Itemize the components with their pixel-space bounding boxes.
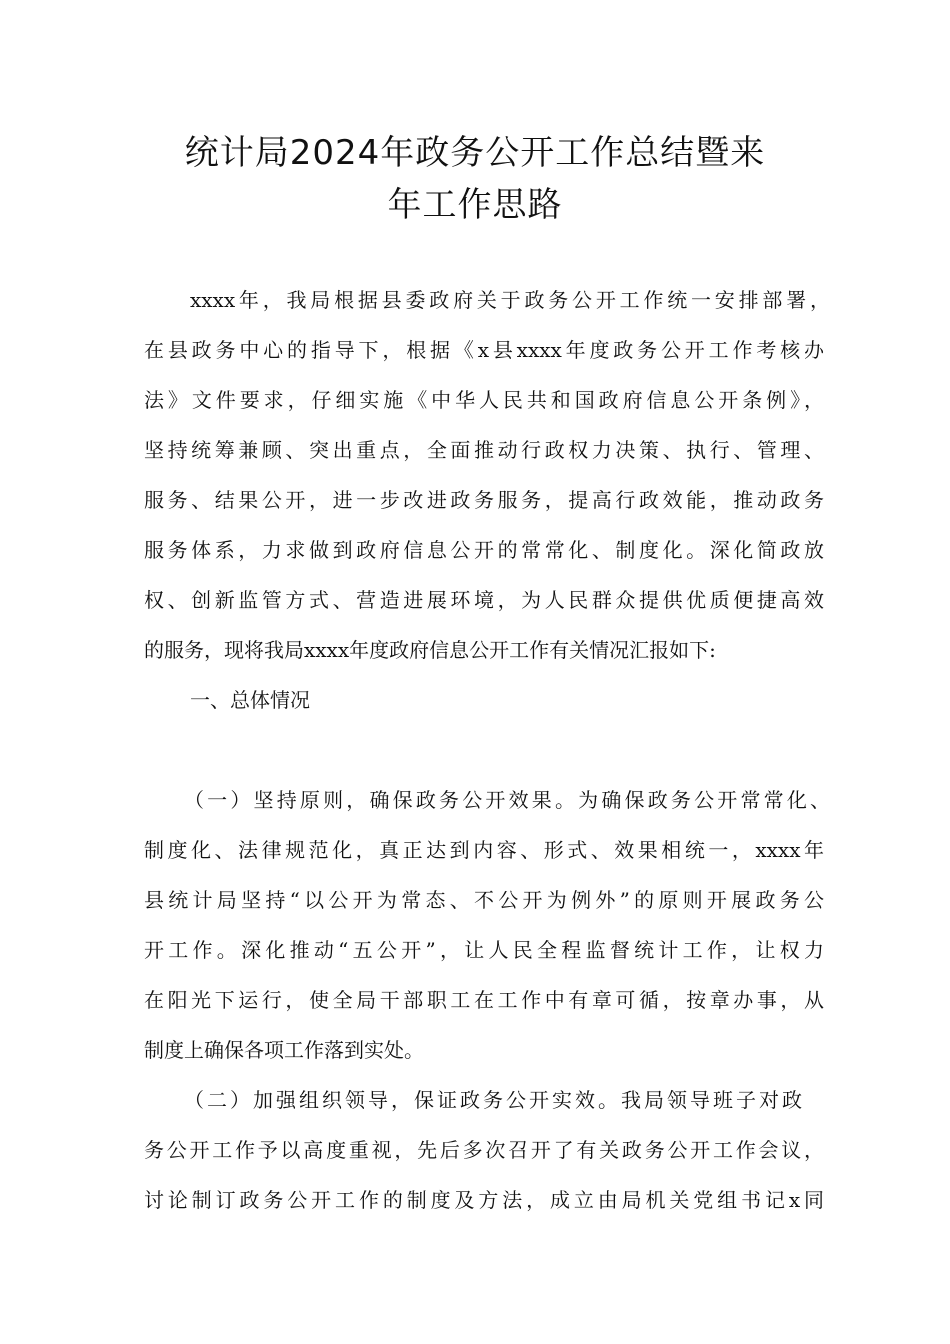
paragraph-line: 在县政务中心的指导下，根据《x县xxxx年度政务公开工作考核办 <box>144 338 824 362</box>
paragraph-line: 服务体系，力求做到政府信息公开的常常化、制度化。深化简政放 <box>144 538 824 562</box>
paragraph-line: xxxx年，我局根据县委政府关于政务公开工作统一安排部署， <box>190 288 830 312</box>
paragraph-line: 讨论制订政务公开工作的制度及方法，成立由局机关党组书记x同 <box>144 1188 824 1212</box>
paragraph-line: 法》文件要求，仔细实施《中华人民共和国政府信息公开条例》， <box>144 388 824 412</box>
section-heading: 一、总体情况 <box>190 688 310 712</box>
paragraph-line: 权、创新监管方式、营造进展环境，为人民群众提供优质便捷高效 <box>144 588 824 612</box>
paragraph-line: 县统计局坚持“以公开为常态、不公开为例外”的原则开展政务公 <box>144 888 824 912</box>
document-title-line-2: 年工作思路 <box>387 185 563 225</box>
paragraph-line: 制度化、法律规范化，真正达到内容、形式、效果相统一，xxxx年 <box>144 838 824 862</box>
paragraph-line: 服务、结果公开，进一步改进政务服务，提高行政效能，推动政务 <box>144 488 824 512</box>
paragraph-line: 在阳光下运行，使全局干部职工在工作中有章可循，按章办事，从 <box>144 988 824 1012</box>
document-title-line-1: 统计局2024年政务公开工作总结暨来 <box>184 133 766 173</box>
paragraph-line: 开工作。深化推动“五公开”，让人民全程监督统计工作，让权力 <box>144 938 824 962</box>
paragraph-line: 制度上确保各项工作落到实处。 <box>144 1038 424 1062</box>
paragraph-line: （二）加强组织领导，保证政务公开实效。我局领导班子对政 <box>184 1088 802 1112</box>
paragraph-line: 务公开工作予以高度重视，先后多次召开了有关政务公开工作会议， <box>144 1138 824 1162</box>
paragraph-line: （一）坚持原则，确保政务公开效果。为确保政务公开常常化、 <box>184 788 830 812</box>
paragraph-line: 坚持统筹兼顾、突出重点，全面推动行政权力决策、执行、管理、 <box>144 438 824 462</box>
paragraph-line: 的服务，现将我局xxxx年度政府信息公开工作有关情况汇报如下: <box>144 638 716 662</box>
